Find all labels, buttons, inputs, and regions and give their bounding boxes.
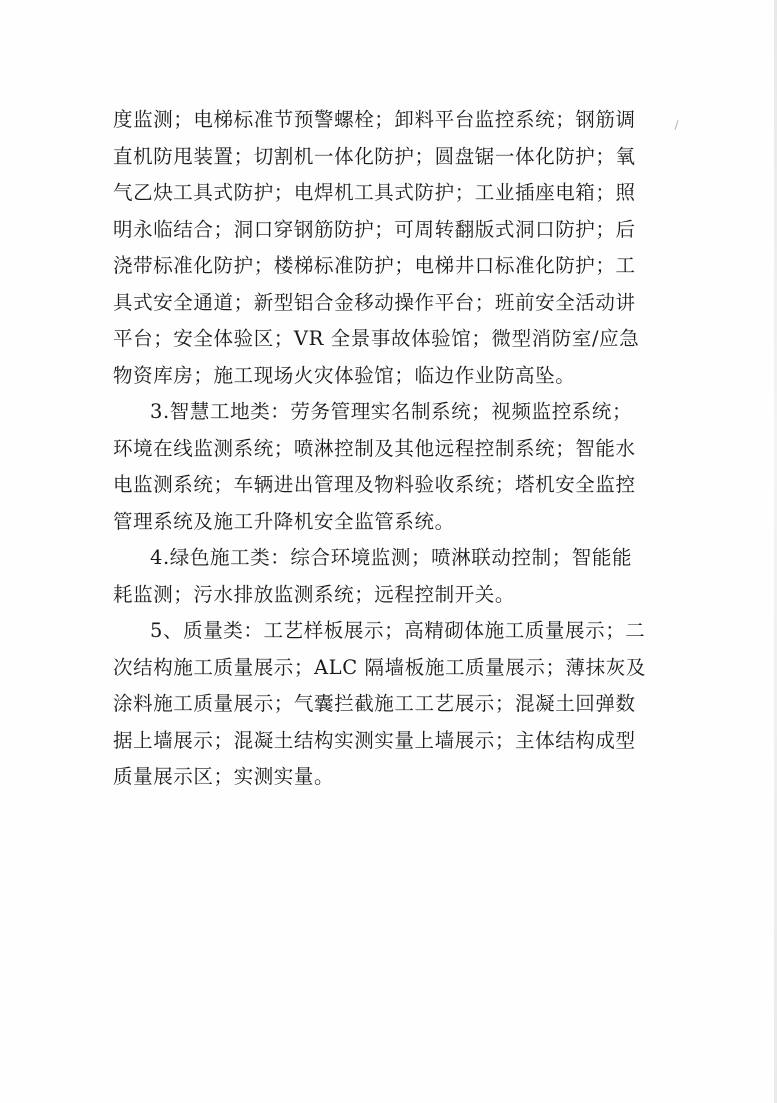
paragraph-line: 质量展示区；实测实量。 <box>113 765 335 788</box>
paragraph-line: 度监测；电梯标准节预警螺栓；卸料平台监控系统；钢筋调 <box>113 108 636 131</box>
paragraph-line: 涂料施工质量展示；气囊拦截施工工艺展示；混凝土回弹数 <box>113 692 636 715</box>
scan-artifact <box>674 120 678 130</box>
paragraph-line: 直机防甩装置；切割机一体化防护；圆盘锯一体化防护；氧 <box>113 144 636 168</box>
paragraph-line: 据上墙展示；混凝土结构实测实量上墙展示；主体结构成型 <box>113 728 636 752</box>
paragraph-line: 气乙炔工具式防护；电焊机工具式防护；工业插座电箱；照 <box>113 181 636 204</box>
paragraph-line: 物资库房；施工现场火灾体验馆；临边作业防高坠。 <box>113 363 576 387</box>
paragraph-line: 管理系统及施工升降机安全监管系统。 <box>113 509 455 533</box>
paragraph-line: 电监测系统；车辆进出管理及物料验收系统；塔机安全监控 <box>113 473 636 496</box>
paragraph-line: 环境在线监测系统；喷淋控制及其他远程控制系统；智能水 <box>113 436 636 460</box>
paragraph-line: 平台；安全体验区；VR 全景事故体验馆；微型消防室/应急 <box>113 327 640 350</box>
body-text <box>113 102 658 796</box>
paragraph-first-line: 5、质量类：工艺样板展示；高精砌体施工质量展示；二 <box>150 619 646 642</box>
paragraph-line: 具式安全通道；新型铝合金移动操作平台；班前安全活动讲 <box>113 290 636 314</box>
paragraph-line: 明永临结合；洞口穿钢筋防护；可周转翻版式洞口防护；后 <box>113 217 636 241</box>
paragraph-first-line: 4.绿色施工类：综合环境监测；喷淋联动控制；智能能 <box>150 546 633 569</box>
paragraph-line: 次结构施工质量展示；ALC 隔墙板施工质量展示；薄抹灰及 <box>113 655 646 679</box>
paragraph-first-line: 3.智慧工地类：劳务管理实名制系统；视频监控系统； <box>150 400 633 423</box>
paragraph-line: 耗监测；污水排放监测系统；远程控制开关。 <box>113 582 516 606</box>
paragraph-line: 浇带标准化防护；楼梯标准防护；电梯井口标准化防护；工 <box>113 254 636 277</box>
